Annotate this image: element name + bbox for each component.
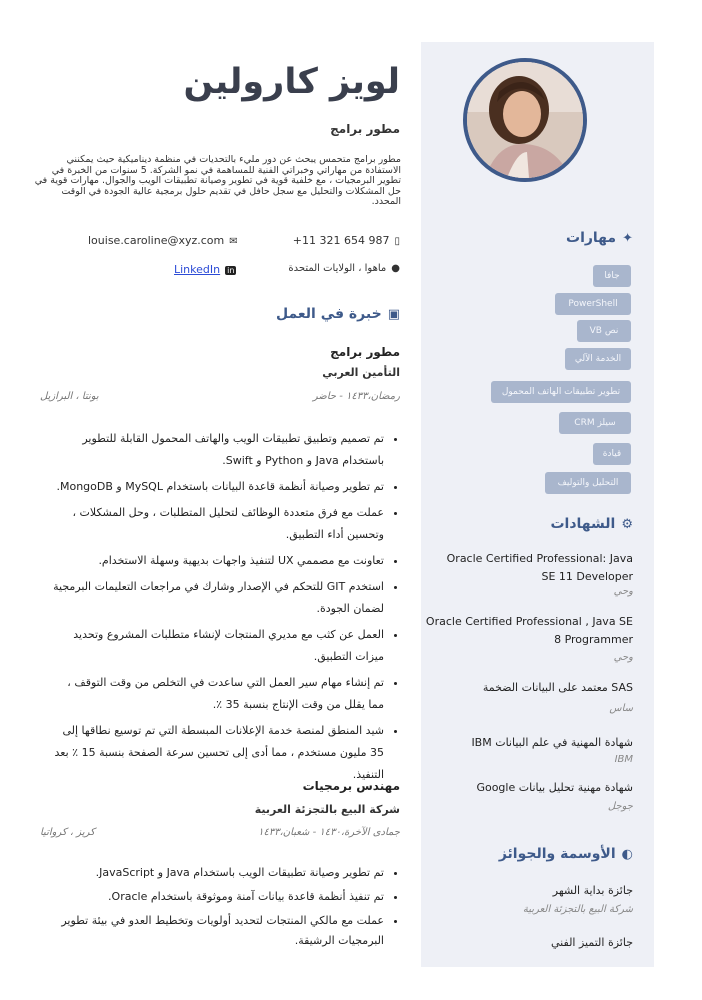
briefcase-icon: ▣ [387,307,400,322]
job-company: التأمين العربي [322,366,400,379]
list-item: • استخدم GIT للتحكم في الإصدار وشارك في مراجعات التعليمات البرمجية لضمان الجودة. [50,576,384,620]
list-item: • تم تصميم وتطبيق تطبيقات الويب والهاتف المحمول القابلة للتطوير باستخدام Java و Python و Swift. [50,428,384,472]
cert-org: وحي [613,652,633,663]
skill-chip: نص VB [577,320,631,342]
phone-icon: ▯ [394,236,400,247]
skill-chip: قيادة [593,443,631,465]
candidate-name: لويز كارولين [183,62,400,102]
list-item: • تم تطوير وصيانة أنظمة قاعدة البيانات باستخدام MySQL و MongoDB. [50,476,384,498]
contact-linkedin[interactable]: inLinkedIn [174,263,235,276]
job-title: مطور برامج [330,345,400,359]
cert-org: وحي [613,586,633,597]
sidebar [421,42,654,967]
list-item: • تعاونت مع مصممي UX لتنفيذ واجهات بديهية وسهلة الاستخدام. [50,550,384,572]
job-dates: جمادى الآخرة،١٤٣٠ - شعبان،١٤٣٣ [258,827,400,838]
contact-location: ●ماهوا ، الولايات المتحدة [288,263,400,274]
skill-chip: PowerShell [555,293,631,315]
cert-org: جوجل [607,801,633,812]
skills-heading: ✦مهارات [566,230,633,246]
candidate-role: مطور برامج [330,122,400,136]
award-org: شركة البيع بالتجزئة العربية [522,904,633,915]
cert-name: شهادة مهنية تحليل بيانات Google [476,781,633,794]
gear-icon: ⚙ [621,517,633,532]
envelope-icon: ✉ [229,236,238,247]
skill-chip: الخدمة الآلي [565,348,631,370]
list-item: • عملت مع مالكي المنتجات لتحديد أولويات وتخطيط العدو في بيئة تطوير البرمجيات الرشيقة. [50,911,384,951]
cert-org: ساس [609,703,633,714]
contact-phone: ▯+11 321 654 987 [292,234,400,247]
list-item: • تم تطوير وصيانة تطبيقات الويب باستخدام Java و JavaScript. [50,863,384,883]
experience-heading: ▣خبرة في العمل [276,306,400,322]
job-bullets [50,863,400,955]
location-pin-icon: ● [391,263,400,274]
linkedin-icon: in [227,266,235,275]
cert-name: SAS معتمد على البيانات الضخمة [482,681,633,694]
running-person-icon: ✦ [622,231,633,246]
skill-chip: جافا [593,265,631,287]
profile-photo [463,58,587,182]
skill-chip: التحليل والتوليف [545,472,631,494]
medal-icon: ◐ [621,847,633,862]
award-name: جائزة بداية الشهر [552,884,633,897]
job-company: شركة البيع بالتجزئة العربية [254,803,400,816]
awards-heading: ◐الأوسمة والجوائز [498,846,633,862]
list-item: • تم تنفيذ أنظمة قاعدة بيانات آمنة وموثوقة باستخدام Oracle. [50,887,384,907]
job-location: كريز ، كرواتيا [40,827,95,838]
contact-email[interactable]: ✉louise.caroline@xyz.com [88,234,238,247]
list-item: • تم إنشاء مهام سير العمل التي ساعدت في التخلص من وقت التوقف ، مما يقلل من وقت الإنتاج بنسبة 35 ٪. [50,672,384,716]
job-location: بونتا ، البرازيل [40,391,99,402]
job-dates: رمضان،١٤٣٣ - حاضر [312,391,400,402]
list-item: • عملت مع فرق متعددة الوظائف لتحليل المتطلبات ، وحل المشكلات ، وتحسين أداء التطبيق. [50,502,384,546]
cert-name: Oracle Certified Professional: Java SE 11 Developer [446,552,633,583]
list-item: • العمل عن كثب مع مديري المنتجات لإنشاء متطلبات المشروع وتحديد ميزات التطبيق. [50,624,384,668]
skill-chip: تطوير تطبيقات الهاتف المحمول [491,381,631,403]
list-item: • شيد المنطق لمنصة خدمة الإعلانات المبسطة التي تم توسيع نطاقها إلى 35 مليون مستخدم ، مما أدى إلى تحسين سرعة الصفحة بنسبة 15 ٪ بعد التنفيذ. [50,720,384,786]
cert-name: Oracle Certified Professional , Java SE 8 Programmer [425,615,633,646]
skill-chip: سيلز CRM [559,412,631,434]
job-bullets [50,428,400,790]
job-title: مهندس برمجيات [302,779,400,793]
certifications-heading: ⚙الشهادات [550,516,633,532]
cert-name: شهادة المهنية في علم البيانات IBM [471,736,633,749]
cert-org: IBM [614,754,633,765]
award-name: جائزة التميز الفني [551,936,633,949]
summary-text: مطور برامج متحمس يبحث عن دور مليء بالتحديات في منظمة ديناميكية حيث يمكنني الاستفادة من مهاراتي وخبراتي الفنية للمساهمة في نمو الشركة. 5 سنوات من الخبرة في تطوير البرمجيات ، مع خلفية قوية في تطوير وصيانة تطبيقات الويب والجوال. مهارات قوية في حل المشكلات والتحليل مع سجل حافل في تقديم حلول برمجية عالية الجودة في الوقت المحدد. [34,154,401,207]
